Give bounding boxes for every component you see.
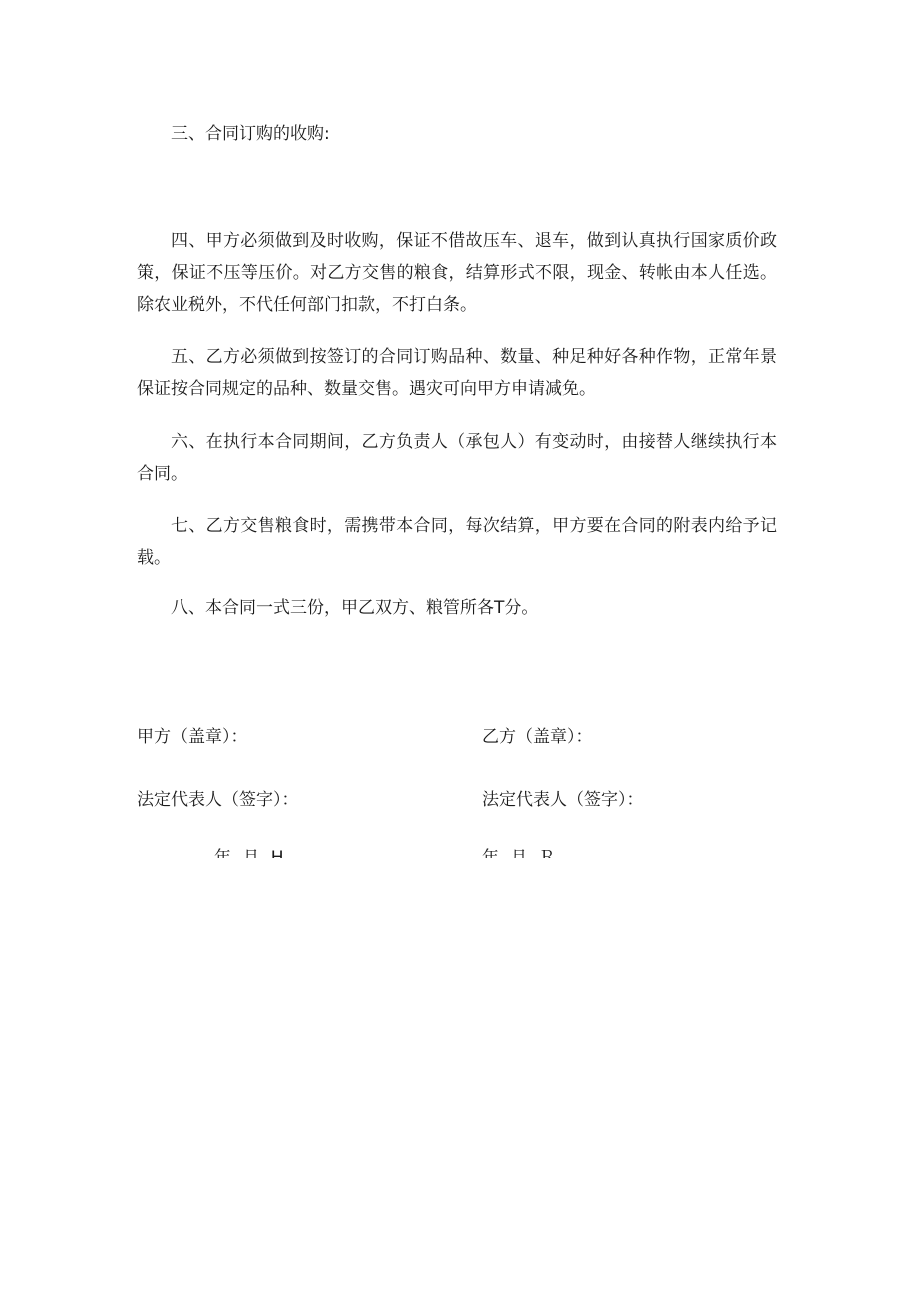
party-b-seal-label: 乙方（盖章）： [482,727,593,747]
page-cutoff-area [0,858,920,1301]
party-a-seal-label: 甲方（盖章）： [137,727,248,747]
party-a-representative-label: 法定代表人（签字）： [137,790,299,810]
party-b-representative-label: 法定代表人（签字）： [482,790,644,810]
clause-4: 四、甲方必须做到及时收购，保证不借故压车、退车，做到认真执行国家质价政策，保证不压等压价。对乙方交售的粮食，结算形式不限，现金、转帐由本人任选。除农业税外，不代任何部门扣款，不打白条。 [137,231,777,315]
clause-6: 六、在执行本合同期间，乙方负责人（承包人）有变动时，由接替人继续执行本合同。 [137,432,777,484]
clause-5: 五、乙方必须做到按签订的合同订购品种、数量、种足种好各种作物，正常年景保证按合同规定的品种、数量交售。遇灾可向甲方申请减免。 [137,347,777,399]
clause-3: 三、合同订购的收购: [171,124,330,144]
clause-7: 七、乙方交售粮食时，需携带本合同，每次结算，甲方要在合同的附表内给予记载。 [137,516,777,568]
clause-8: 八、本合同一式三份，甲乙双方、粮管所各T分。 [171,598,539,618]
